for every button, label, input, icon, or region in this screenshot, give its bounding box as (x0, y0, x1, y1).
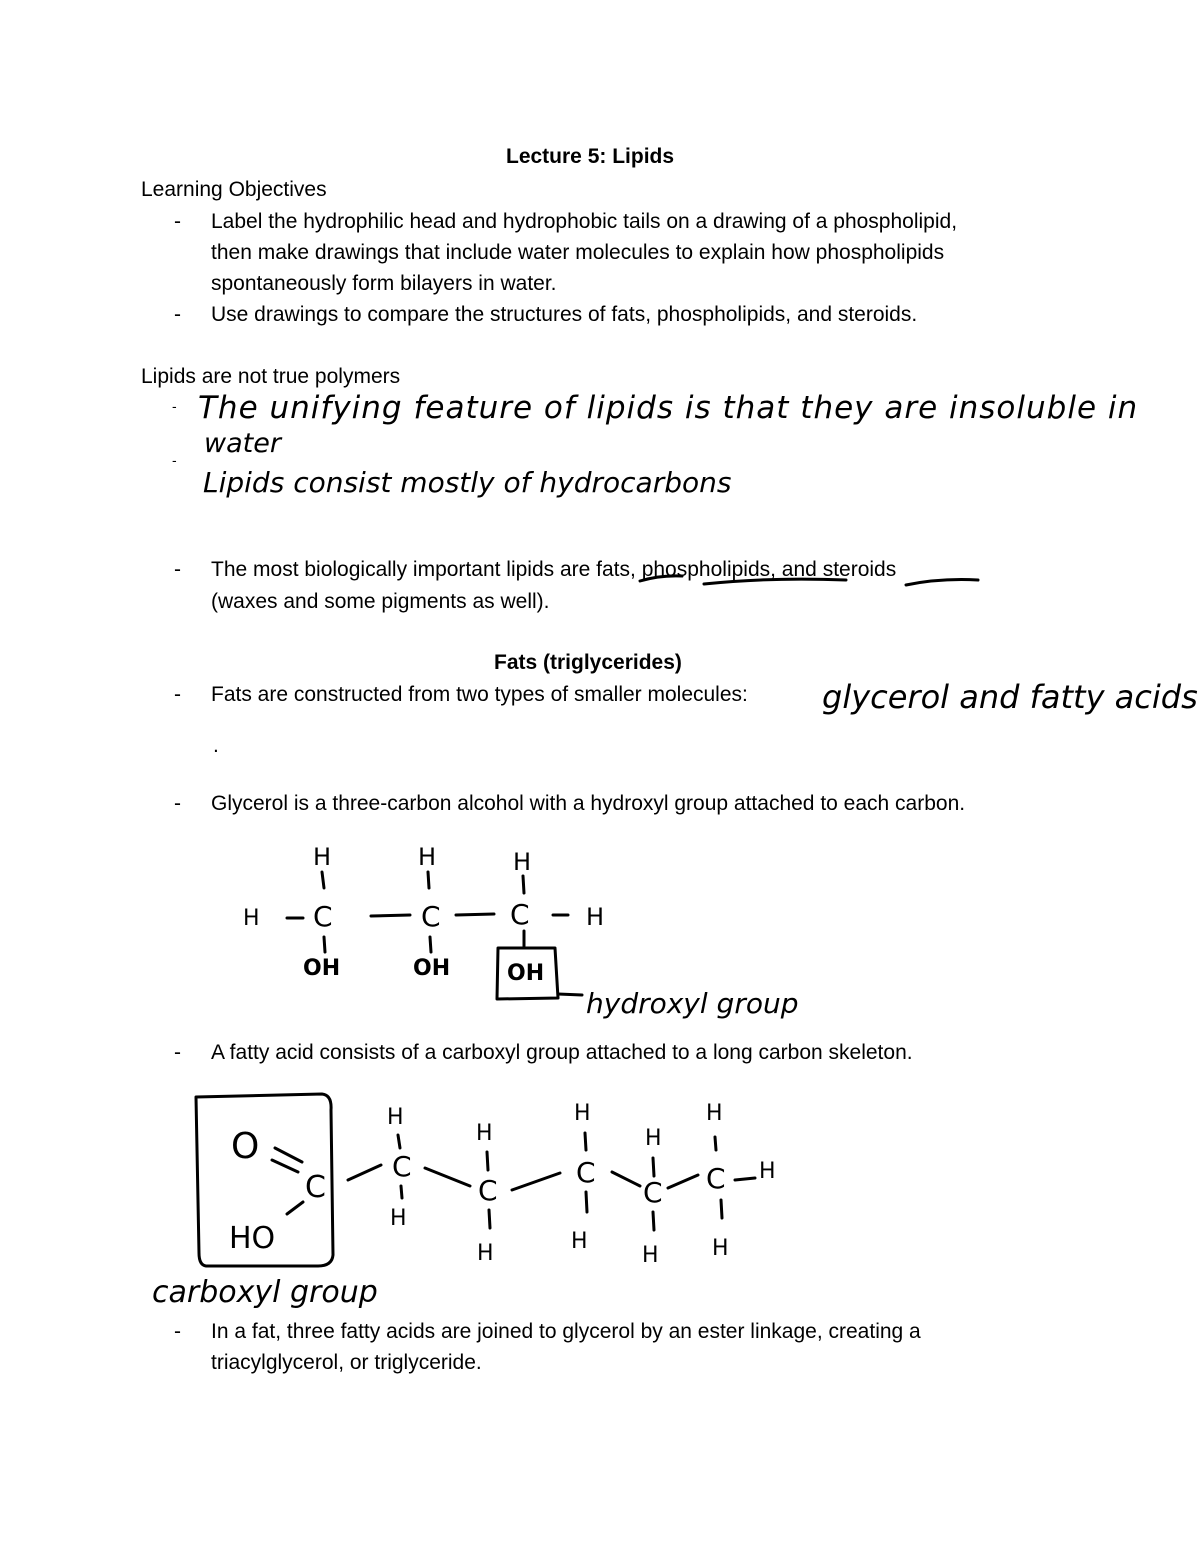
glycerol-bond (456, 914, 494, 915)
glycerol-atom-c1: C (313, 900, 333, 933)
fa-bond (653, 1158, 654, 1176)
fa-h: H (390, 1206, 407, 1231)
fa-h: H (712, 1236, 729, 1261)
fa-atom-c3: C (478, 1174, 498, 1207)
bullet-dash: - (174, 558, 181, 581)
fa-bond (715, 1137, 716, 1150)
handwritten-note-1-cont: water (204, 428, 281, 459)
objective-1-line-2: then make drawings that include water molecules to explain how phospholipids (211, 241, 945, 264)
handwritten-note-1: The unifying feature of lipids is that they are insoluble in (198, 390, 1139, 426)
carboxyl-label: carboxyl group (152, 1275, 378, 1310)
fa-atom-c4: C (576, 1156, 596, 1189)
glycerol-atom-oh-2: OH (413, 956, 451, 981)
fa-h: H (642, 1243, 659, 1268)
underline-steroids (906, 580, 978, 585)
fa-bond (398, 1135, 400, 1148)
important-lipids-prefix: The most biologically important lipids are (211, 558, 597, 581)
glycerol-atom-h-top-3: H (513, 848, 532, 876)
handwritten-glycerol-fatty-acids: glycerol and fatty acids (822, 678, 1198, 716)
bullet-dash: - (174, 1041, 181, 1064)
sep: , (630, 558, 642, 581)
page-title: Lecture 5: Lipids (506, 145, 675, 168)
glycerol-atom-oh-3: OH (507, 961, 545, 986)
fa-atom-c5: C (643, 1176, 663, 1209)
sep: and (775, 558, 823, 581)
bullet-dash: - (174, 1320, 181, 1343)
glycerol-atom-oh-1: OH (303, 956, 341, 981)
fa-h: H (574, 1101, 591, 1126)
objectives-heading: Learning Objectives (141, 178, 327, 201)
fa-bond (586, 1192, 587, 1212)
objective-2: Use drawings to compare the structures of fats, phospholipids, and steroids. (211, 303, 918, 326)
fa-h: H (477, 1241, 494, 1266)
fats-bullet: Fats are constructed from two types of smaller molecules: (211, 683, 748, 706)
fa-h: H (571, 1229, 588, 1254)
term-phospholipids: phospholipids, (641, 558, 776, 581)
fatty-acid-structure (152, 1094, 776, 1310)
hydroxyl-pointer (558, 994, 582, 995)
fa-bond (721, 1200, 722, 1218)
term-fats: fats (596, 558, 631, 581)
fa-bond (287, 1202, 303, 1214)
fa-h: H (645, 1126, 662, 1151)
glycerol-atom-h-top-1: H (313, 843, 332, 871)
fa-bond (401, 1186, 402, 1198)
glycerol-bullet: Glycerol is a three-carbon alcohol with a hydroxyl group attached to each carbon. (211, 792, 966, 815)
fa-bond (612, 1172, 640, 1186)
fa-h: H (476, 1121, 493, 1146)
fats-heading: Fats (triglycerides) (494, 651, 682, 674)
fa-atom-c2: C (392, 1150, 412, 1183)
lipids-heading: Lipids are not true polymers (141, 365, 401, 388)
fatty-acid-bullet: A fatty acid consists of a carboxyl group attached to a long carbon skeleton. (211, 1041, 913, 1064)
fa-bond (668, 1175, 698, 1188)
fa-bond (653, 1212, 654, 1230)
glycerol-bond (371, 915, 410, 916)
important-lipids-line-2: (waxes and some pigments as well). (211, 590, 550, 613)
stray-dot: . (213, 734, 219, 757)
fa-atom-c1: C (305, 1170, 326, 1205)
glycerol-atom-c2: C (421, 900, 441, 933)
bullet-dash: - (174, 792, 181, 815)
glycerol-atom-h-left: H (243, 906, 260, 931)
double-bond (272, 1148, 302, 1172)
handwritten-note-2: Lipids consist mostly of hydrocarbons (203, 466, 732, 499)
bullet-dash: - (172, 398, 177, 414)
ester-bullet-line-1: In a fat, three fatty acids are joined to glycerol by an ester linkage, creating a (211, 1320, 921, 1343)
glycerol-bottom-bonds (324, 931, 524, 952)
fa-h: H (387, 1105, 404, 1130)
term-steroids: steroids (822, 558, 897, 581)
bullet-dash: - (172, 452, 177, 468)
ester-bullet-line-2: triacylglycerol, or triglyceride. (211, 1351, 482, 1374)
fa-bond (512, 1173, 560, 1190)
glycerol-atom-h-right: H (586, 903, 605, 931)
underline-phospholipids (704, 579, 846, 584)
fa-bond (585, 1133, 586, 1150)
glycerol-structure (243, 843, 799, 1020)
bullet-dash: - (174, 210, 181, 233)
glycerol-atom-c3: C (510, 898, 530, 931)
bullet-dash: - (174, 303, 181, 326)
objective-1-line-1: Label the hydrophilic head and hydrophobic tails on a drawing of a phospholipid, (211, 210, 958, 233)
bullet-dash: - (174, 683, 181, 706)
underline-fats (640, 576, 682, 581)
fa-atom-o: O (231, 1126, 260, 1167)
fa-bond (735, 1178, 755, 1180)
fa-bond (487, 1152, 488, 1170)
objective-1-line-3: spontaneously form bilayers in water. (211, 272, 557, 295)
fa-bond (489, 1210, 490, 1228)
fa-h: H (759, 1159, 776, 1184)
glycerol-atom-h-top-2: H (418, 843, 437, 871)
hydroxyl-label: hydroxyl group (586, 987, 799, 1020)
fa-bond (348, 1165, 381, 1180)
fa-bond (425, 1168, 470, 1186)
fa-atom-ho: HO (229, 1221, 276, 1256)
fa-atom-c6: C (706, 1162, 726, 1195)
fa-h: H (706, 1101, 723, 1126)
glycerol-top-bonds (322, 872, 524, 893)
